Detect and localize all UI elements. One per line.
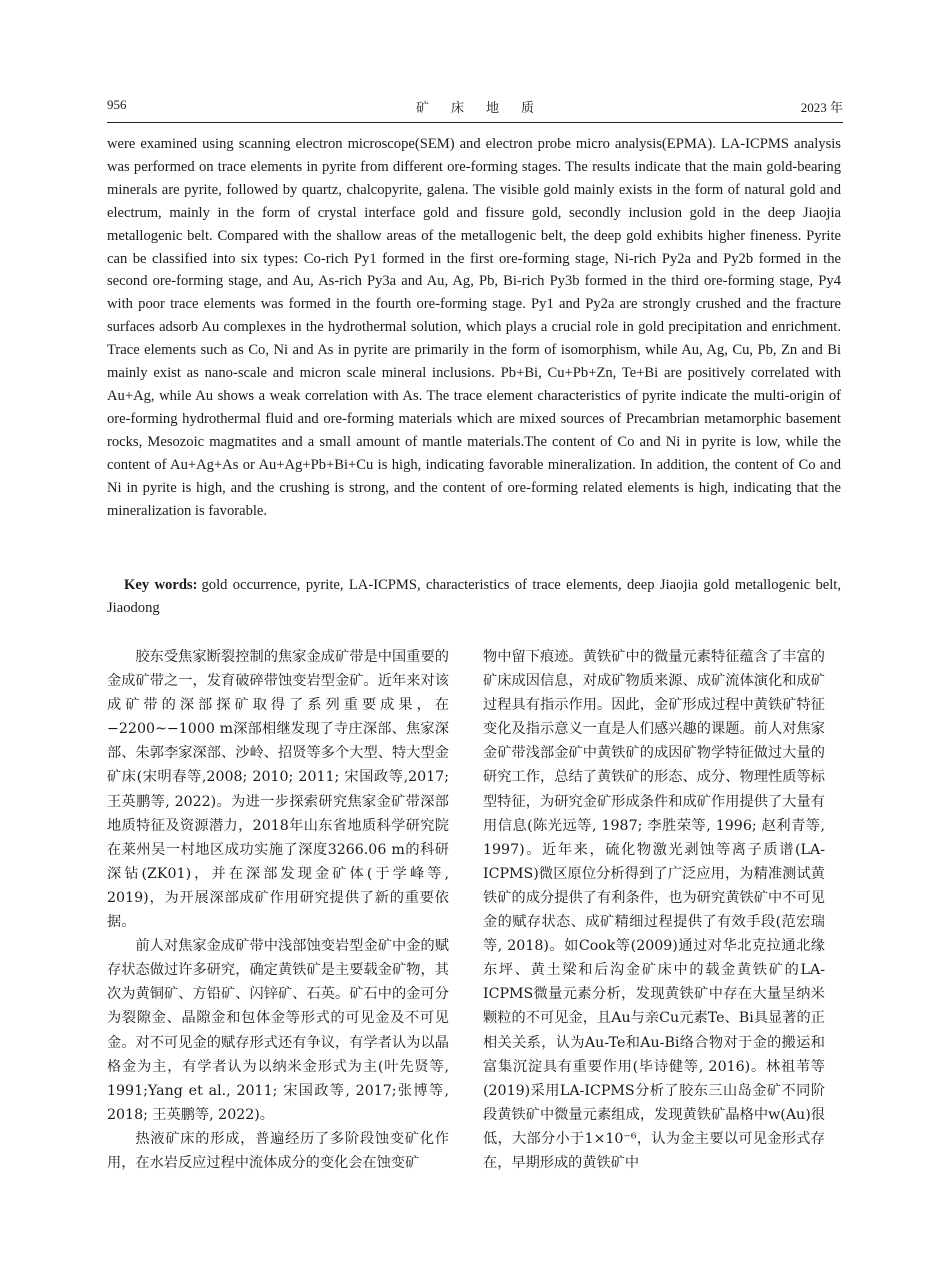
- body-paragraph-2: 前人对焦家金成矿带中浅部蚀变岩型金矿中金的赋存状态做过许多研究，确定黄铁矿是主要载金矿物，其次为黄铜矿、方铅矿、闪锌矿、石英。矿石中的金可分为裂隙金、晶隙金和包体金等形式的可见金及不可见金。对不可见金的赋存形式还有争议，有学者认为以晶格金为主，有学者认为以纳米金形式为主(叶先贤等, 1991;Yang et al., 2011; 宋国政等, 2017;张博等, 2018; 王英鹏等, 2022)。: [107, 938, 449, 1123]
- keywords-label: Key words:: [124, 577, 198, 593]
- english-abstract: [107, 133, 841, 522]
- abstract-paragraph: were examined using scanning electron microscope(SEM) and electron probe micro analysis(EPMA). LA-ICPMS analysis was performed on trace elements in pyrite from different ore-forming stages. The results indicate that the main gold-bearing minerals are pyrite, followed by quartz, chalcopyrite, galena. The visible gold mainly exists in the form of natural gold and electrum, mainly in the form of crystal interface gold and fissure gold, secondly inclusion gold in the deep Jiaojia metallogenic belt. Compared with the shallow areas of the metallogenic belt, the deep gold exhibits higher fineness. Pyrite can be classified into six types: Co-rich Py1 formed in the first ore-forming stage, Ni-rich Py2a and Py2b formed in the second ore-forming stage, and Au, As-rich Py3a and Au, Ag, Pb, Bi-rich Py3b formed in the third ore-forming stage, Py4 with poor trace elements was formed in the fourth ore-forming stage. Py1 and Py2a are strongly crushed and the fracture surfaces adsorb Au complexes in the hydrothermal solution, which plays a crucial role in gold precipitation and enrichment. Trace elements such as Co, Ni and As in pyrite are primarily in the form of isomorphism, while Au, Ag, Cu, Pb, Zn and Bi mainly exist as nano-scale and micron scale mineral inclusions. Pb+Bi, Cu+Pb+Zn, Te+Bi are positively correlated with Au+Ag, while Au shows a weak correlation with As. The trace element characteristics of pyrite indicate the multi-origin of ore-forming hydrothermal fluid and ore-forming materials which are mixed sources of Precambrian metamorphic basement rocks, Mesozoic magmatites and a small amount of mantle materials.The content of Co and Ni in pyrite is low, while the content of Au+Ag+As or Au+Ag+Pb+Bi+Cu is high, indicating favorable mineralization. In addition, the content of Co and Ni in pyrite is high, and the crushing is strong, and the content of ore-forming related elements is high, indicating that the mineralization is favorable.: [107, 136, 841, 519]
- keywords-text: gold occurrence, pyrite, LA-ICPMS, characteristics of trace elements, deep Jiaojia gold metallogenic belt, Jiaodong: [107, 577, 842, 616]
- body-column-right: [483, 645, 825, 1175]
- header-rule: [107, 122, 843, 123]
- running-header: [107, 97, 843, 119]
- page-number: 956: [107, 97, 127, 112]
- body-paragraph-3: 热液矿床的形成，普遍经历了多阶段蚀变矿化作用，在水岩反应过程中流体成分的变化会在蚀变矿: [107, 1130, 449, 1171]
- body-paragraph-3-continued: 物中留下痕迹。黄铁矿中的微量元素特征蕴含了丰富的矿床成因信息，对成矿物质来源、成矿流体演化和成矿过程具有指示作用。因此，金矿形成过程中黄铁矿特征变化及指示意义一直是人们感兴趣的课题。前人对焦家金矿带浅部金矿中黄铁矿的成因矿物学特征做过大量的研究工作，总结了黄铁矿的形态、成分、物理性质等标型特征，为研究金矿形成条件和成矿作用提供了大量有用信息(陈光远等, 1987; 李胜荣等, 1996; 赵利青等, 1997)。近年来，硫化物激光剥蚀等离子质谱(LA-ICPMS)微区原位分析得到了广泛应用，为精准测试黄铁矿的成分提供了有利条件，也为研究黄铁矿中不可见金的赋存状态、成矿精细过程提供了有效手段(范宏瑞等, 2018)。如Cook等(2009)通过对华北克拉通北缘东坪、黄土梁和后沟金矿床中的载金黄铁矿的LA-ICPMS微量元素分析，发现黄铁矿中存在大量呈纳米颗粒的不可见金，且Au与亲Cu元素Te、Bi具显著的正相关关系，认为Au-Te和Au-Bi络合物对于金的搬运和富集沉淀具有重要作用(毕诗健等, 2016)。林祖苇等(2019)采用LA-ICPMS分析了胶东三山岛金矿不同阶段黄铁矿中微量元素组成，发现黄铁矿晶格中w(Au)很低，大部分小于1×10⁻⁶，认为金主要以可见金形式存在，早期形成的黄铁矿中: [483, 649, 825, 1171]
- journal-title: 矿床地质: [415, 100, 556, 115]
- body-column-left: [107, 645, 449, 1175]
- keywords-line: [107, 574, 841, 620]
- publication-year: 2023 年: [800, 100, 843, 115]
- body-paragraph-1: 胶东受焦家断裂控制的焦家金成矿带是中国重要的金成矿带之一，发育破碎带蚀变岩型金矿。近年来对该成矿带的深部探矿取得了系列重要成果，在−2200~−1000 m深部相继发现了寺庄深部、焦家深部、朱郭李家深部、沙岭、招贤等多个大型、特大型金矿床(宋明春等,2008; 2010; 2011; 宋国政等,2017; 王英鹏等, 2022)。为进一步探索研究焦家金矿带深部地质特征及资源潜力，2018年山东省地质科学研究院在莱州吴一村地区成功实施了深度3266.06 m的科研深钻(ZK01)，并在深部发现金矿体(于学峰等, 2019)，为开展深部成矿作用研究提供了新的重要依据。: [107, 649, 449, 931]
